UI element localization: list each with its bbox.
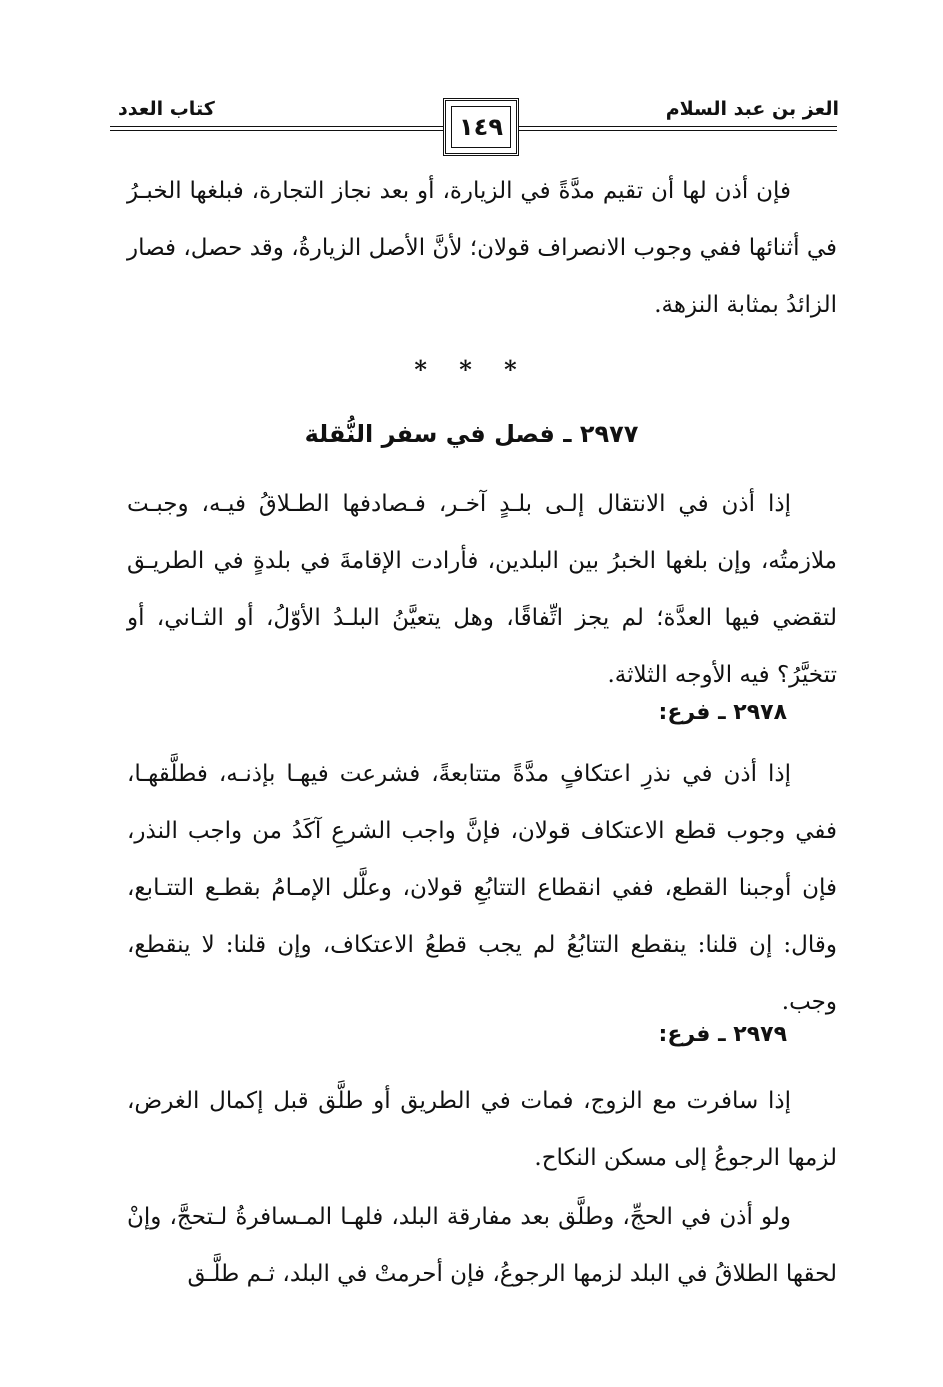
header-rule-right xyxy=(519,126,837,127)
intro-paragraph-text: فإن أذن لها أن تقيم مدَّةً في الزيارة، أو بعد نجاز التجارة، فبلغها الخبـرُ في أثنائها ففي وجوب الانصراف قولان؛ لأنَّ الأصل الزيارةُ، وقد حصل، فصار الزائدُ بمثابة النزهة. xyxy=(127,178,837,318)
section-separator: * * * xyxy=(414,355,529,384)
branch-paragraph-2979 xyxy=(127,1073,837,1303)
page-number: ١٤٩ xyxy=(459,113,503,141)
branch-text-2978: إذا أذن في نذرِ اعتكافٍ مدَّةً متتابعةً، فشرعت فيهـا بإذنـه، فطلَّقهـا، ففي وجوب قطع الاعتكاف قولان، فإنَّ واجب الشرعِ آكَدُ من واجب النذر، فإن أوجبنا القطع، ففي انقطاع التتابُعِ قولان، وعلَّل الإمـامُ بقطـع التتـابع، وقال: إن قلنا: ينقطع التتابُعُ لم يجب قطعُ الاعتكاف، وإن قلنا: لا ينقطع، وجب. xyxy=(127,761,837,1015)
branch-title-2979: ٢٩٧٩ ـ فرع: xyxy=(658,1022,787,1047)
header-rule-left xyxy=(110,126,443,127)
header-book-title: كتاب العدد xyxy=(118,98,215,120)
branch-text-2979-b: ولو أذن في الحجِّ، وطلَّق بعد مفارقة البلد، فلهـا المـسافرةُ لـتحجَّ، وإنْ لحقها الطلاقُ في البلد لزمها الرجوعُ، فإن أحرمتْ في البلد، ثـم طلَّـق xyxy=(127,1204,837,1287)
page-number-box xyxy=(443,98,519,156)
header-rule-right-thin xyxy=(519,130,837,131)
branch-paragraph-2978 xyxy=(127,746,837,1031)
section-title: ٢٩٧٧ ـ فصل في سفر النُّقلة xyxy=(304,420,639,448)
header-author: العز بن عبد السلام xyxy=(665,98,839,120)
intro-paragraph xyxy=(127,163,837,334)
section-paragraph-text: إذا أذن في الانتقال إلـى بلـدٍ آخـر، فـصادفها الطـلاقُ فيـه، وجبـت ملازمتُه، وإن بلغها الخبرُ بين البلدين، فأرادت الإقامةَ في بلدةٍ في الطريـق لتقضي فيها العدَّة؛ لم يجز اتِّفاقًا، وهل يتعيَّنُ البلـدُ الأوّلُ، أو الثـاني، أو تتخيَّرُ؟ فيه الأوجه الثلاثة. xyxy=(127,491,837,688)
branch-text-2979-a: إذا سافرت مع الزوج، فمات في الطريق أو طلَّق قبل إكمال الغرض، لزمها الرجوعُ إلى مسكن النكاح. xyxy=(127,1088,837,1171)
branch-title-2978: ٢٩٧٨ ـ فرع: xyxy=(658,700,787,725)
header-rule-left-thin xyxy=(110,130,443,131)
section-paragraph xyxy=(127,476,837,704)
